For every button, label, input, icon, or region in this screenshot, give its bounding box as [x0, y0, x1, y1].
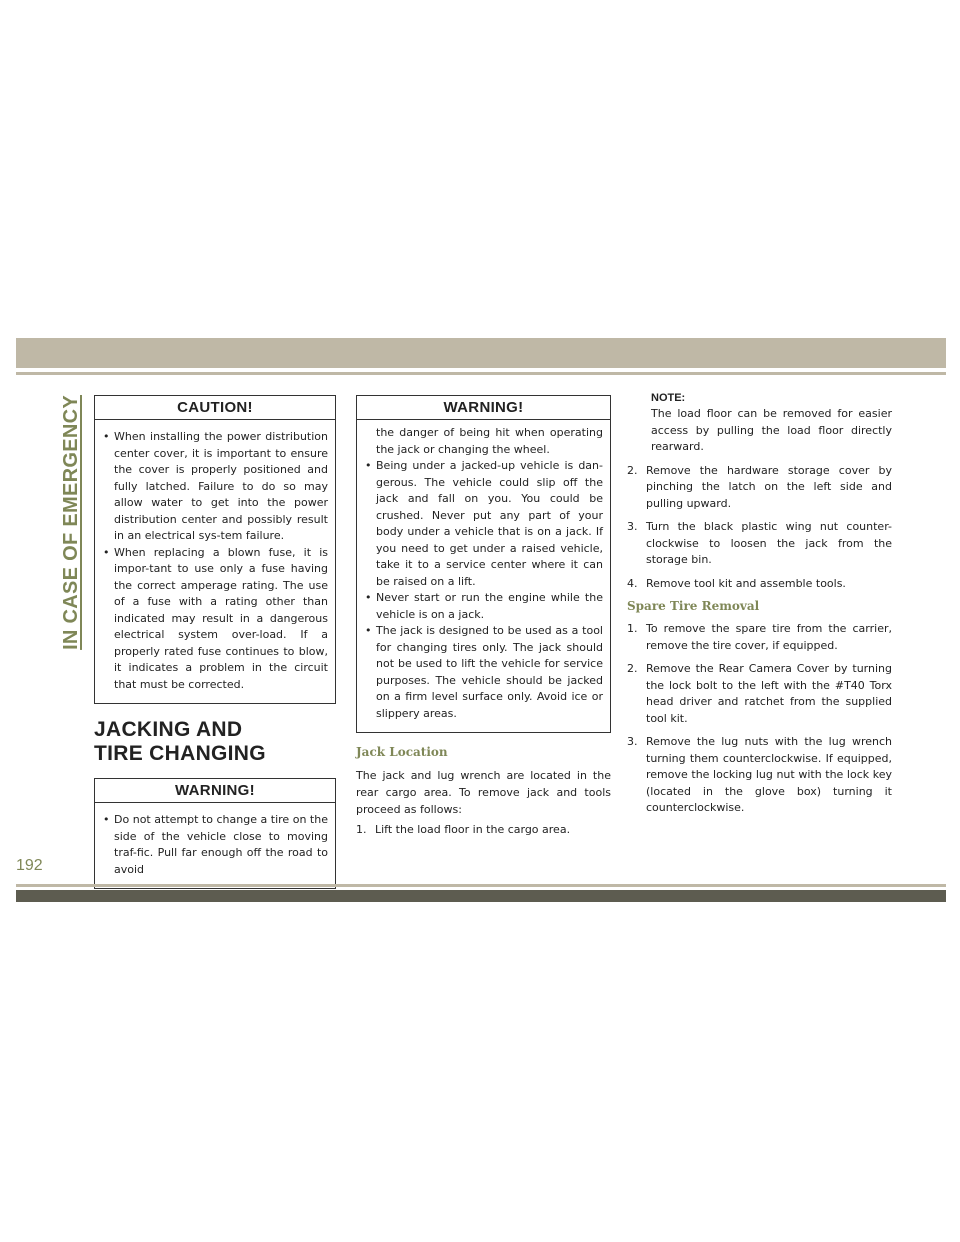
- column-3: [627, 390, 892, 824]
- step-item: 1. To remove the spare tire from the carrier, remove the tire cover, if equipped.: [627, 622, 892, 652]
- step-item: 1. Lift the load floor in the cargo area.: [356, 823, 571, 836]
- jack-location-paragraph: The jack and lug wrench are located in the rear cargo area. To remove jack and tools proceed as follows:: [356, 769, 611, 816]
- header-rule: [16, 372, 946, 375]
- footer-band: [16, 890, 946, 902]
- column-1: [94, 390, 336, 889]
- step-item: 3. Remove the lug nuts with the lug wrench turning them counterclockwise. If equipped, remove the locking lug nut with the lock key (located in the glove box) turning it counterclockwise.: [627, 735, 892, 814]
- step-item: 2. Remove the hardware storage cover by pinching the latch on the left side and pulling upward.: [627, 463, 892, 510]
- caution-title: CAUTION!: [95, 396, 335, 420]
- warning-item: • The jack is designed to be used as a tool for changing tires only. The jack should not be used to lift the vehicle for service purposes. The vehicle should be jacked on a firm level surface only. Avoid ice or slippery areas.: [365, 624, 603, 720]
- header-band: [16, 338, 946, 368]
- jack-location-heading: Jack Location: [356, 745, 448, 759]
- warning-item: • Never start or run the engine while the vehicle is on a jack.: [365, 591, 603, 621]
- note-label: NOTE:: [651, 392, 686, 404]
- page-number: 192: [16, 857, 43, 874]
- warning-title: WARNING!: [357, 396, 610, 420]
- warning-item: • Being under a jacked-up vehicle is dan-gerous. The vehicle could slip off the jack and fall on you. You could be crushed. Never put any part of your body under a vehicle that is on a jack. If you need to get under a raised vehicle, take it to a service center where it can be raised on a lift.: [365, 459, 603, 588]
- caution-box: [94, 395, 336, 704]
- spare-tire-heading: Spare Tire Removal: [627, 599, 760, 613]
- warning-box-continued: [356, 395, 611, 733]
- section-heading: JACKING AND TIRE CHANGING: [94, 718, 266, 765]
- warning-item: • Do not attempt to change a tire on the side of the vehicle close to moving traf-fic. Pull far enough off the road to avoid: [103, 813, 328, 876]
- step-item: 3. Turn the black plastic wing nut counter-clockwise to loosen the jack from the storage bin.: [627, 520, 892, 566]
- warning-continuation: the danger of being hit when operating the jack or changing the wheel.: [376, 426, 603, 456]
- column-2: [356, 390, 611, 846]
- caution-item: • When replacing a blown fuse, it is impor-tant to use only a fuse having the correct amperage rating. The use of a fuse with a rating other than indicated may result in a dangerous electrical system over-load. If a properly rated fuse continues to blow, it indicates a problem in the circuit that must be corrected.: [103, 545, 328, 691]
- note-text: The load floor can be removed for easier access by pulling the load floor directly rearward.: [651, 407, 892, 453]
- footer-rule: [16, 884, 946, 887]
- step-item: 4. Remove tool kit and assemble tools.: [627, 576, 846, 590]
- step-item: 2. Remove the Rear Camera Cover by turning the lock bolt to the left with the #T40 Torx head driver and ratchet from the supplied tool kit.: [627, 662, 892, 725]
- warning-title: WARNING!: [95, 779, 335, 803]
- warning-box: [94, 778, 336, 889]
- caution-item: • When installing the power distribution center cover, it is important to ensure the cover is properly positioned and fully latched. Failure to do so may allow water to get into the power distribution center and possibly result in an electrical sys-tem failure.: [103, 430, 328, 542]
- section-tab-label[interactable]: IN CASE OF EMERGENCY: [60, 395, 82, 650]
